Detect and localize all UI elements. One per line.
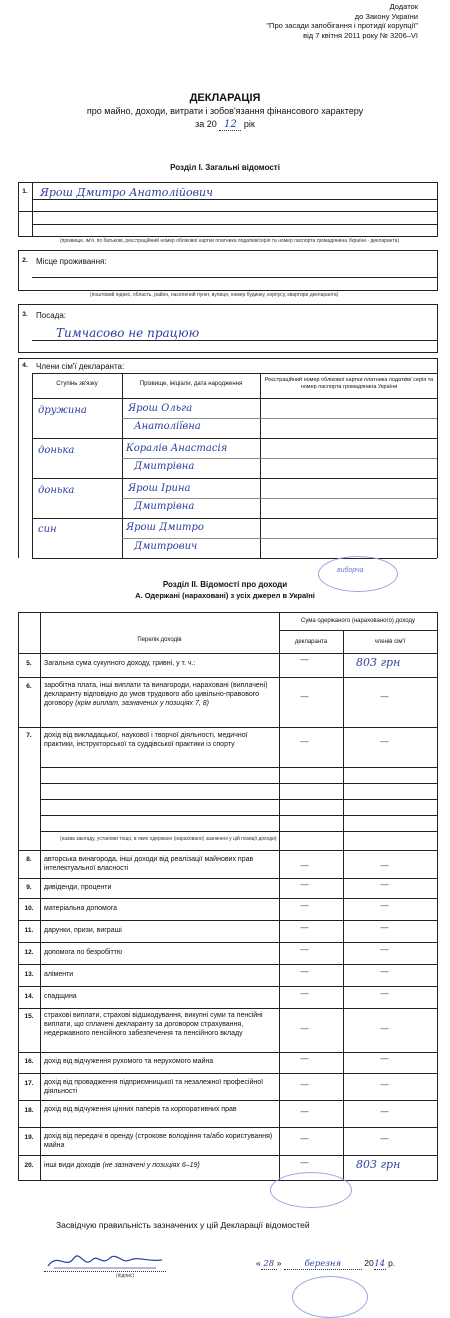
row-text: страхові виплати, страхові відшкодування, викупні суми та пенсійні виплати, що сплачені декларанту за договором страхування, недержавного пенсійного забезпечення та пенсійного вкладу xyxy=(44,1012,263,1037)
family-relation: син xyxy=(38,524,57,535)
header-sum: Сума одержаного (нарахованого) доходу xyxy=(300,618,415,624)
family-name-line1: Коралів Анастасія xyxy=(126,443,228,454)
date-year-prefix: 20 xyxy=(364,1258,374,1268)
row-number: 17. xyxy=(24,1080,34,1087)
section1-title: Розділ І. Загальні відомості xyxy=(170,163,280,172)
family-relation: дружина xyxy=(38,405,87,416)
residence-caption: (поштовий індекс, область, район, населений пункт, вулиця, номер будинку, корпусу, квартири декларанта) xyxy=(90,292,339,298)
declarant-amount: — xyxy=(300,1158,309,1168)
row-text: дохід від провадження підприємницької та незалежної професійної діяльності xyxy=(44,1079,264,1095)
declarant-amount: — xyxy=(300,861,309,871)
item-number: 1. xyxy=(22,188,28,195)
certify-text: Засвідчую правильність зазначених у цій Декларації відомостей xyxy=(56,1220,310,1230)
row-text: дарунки, призи, виграші xyxy=(44,927,122,934)
row-text-italic: (крім виплат, зазначених у позиціях 7, 8) xyxy=(75,700,209,707)
row-number: 9. xyxy=(26,884,32,891)
item-number: 3. xyxy=(22,311,28,318)
family-relation: донька xyxy=(38,485,75,496)
declarant-amount: — xyxy=(300,901,309,911)
row-text: Загальна сума сукупного доходу, гривні, у т. ч.: xyxy=(44,660,196,667)
position-value: Тимчасово не працюю xyxy=(56,326,200,340)
row-text-italic: (не зазначені у позиціях 6–19) xyxy=(102,1162,200,1169)
section2-subtitle: А. Одержані (нараховані) з усіх джерел в Україні xyxy=(135,591,315,600)
row7-caption: (назва закладу, установи тощо, в яких одержано (нараховано) зазначені у цій позиції доходи) xyxy=(60,836,277,842)
row-text: дивіденди, проценти xyxy=(44,884,112,891)
row-text: дохід від передачі в оренду (строкове володіння та/або користування) майна xyxy=(44,1133,273,1149)
family-amount: — xyxy=(380,1134,389,1144)
declarant-amount: — xyxy=(300,945,309,955)
declarant-amount: — xyxy=(300,923,309,933)
date-year: 14 xyxy=(374,1259,386,1269)
signature-caption: (підпис) xyxy=(116,1273,135,1279)
row-number: 18. xyxy=(24,1107,34,1114)
row-number: 19. xyxy=(24,1134,34,1141)
family-name-line2: Дмитрович xyxy=(134,541,198,552)
row-text: дохід від викладацької, наукової і творчої діяльності, медичної практики, інструкторської та суддівської практики із спорту xyxy=(44,732,248,748)
family-relation: донька xyxy=(38,445,75,456)
family-amount: — xyxy=(380,1080,389,1090)
family-amount: 803 грн xyxy=(356,1158,401,1171)
declaration-title: ДЕКЛАРАЦІЯ xyxy=(189,92,261,104)
row-number: 12. xyxy=(24,949,34,956)
family-amount: — xyxy=(380,923,389,933)
header-income: Перелік доходів xyxy=(137,637,182,643)
family-name-line1: Ярош Ольга xyxy=(128,403,193,414)
declarant-amount: — xyxy=(300,880,309,890)
declarant-amount: — xyxy=(300,1080,309,1090)
row-number: 16. xyxy=(24,1058,34,1065)
row-text: авторська винагорода, інші доходи від реалізації майнових прав інтелектуальної власності xyxy=(44,856,254,872)
family-header-id: Реєстраційний номер облікової картки платника податків/ серія та номер паспорта громадянина України xyxy=(264,377,434,390)
declarant-amount: — xyxy=(300,989,309,999)
year-value: 12 xyxy=(219,119,241,131)
date-open-quote: « xyxy=(256,1258,261,1268)
family-amount: — xyxy=(380,1024,389,1034)
family-name-line1: Ярош Дмитро xyxy=(126,522,204,533)
row-text xyxy=(44,1162,276,1170)
date-day: 28 xyxy=(261,1259,277,1270)
row-number: 11. xyxy=(24,927,34,934)
law-ref-line1: Додаток xyxy=(389,2,418,11)
row-text xyxy=(44,681,276,708)
family-amount: — xyxy=(380,945,389,955)
declarant-amount: — xyxy=(300,655,309,665)
row-number: 7. xyxy=(26,732,32,739)
declarant-amount: — xyxy=(300,1054,309,1064)
signature-date xyxy=(256,1258,395,1270)
family-name-line1: Ярош Ірина xyxy=(128,483,191,494)
header-declarant: декларанта xyxy=(294,639,328,645)
seal-stamp xyxy=(270,1172,352,1208)
year-prefix: за 20 xyxy=(195,119,217,129)
header-family: членів сім'ї xyxy=(374,639,406,645)
name-caption: (прізвище, ім'я, по батькові, реєстраційний номер облікової картки платника податків/серія та номер паспорта громадянина України - декларанта) xyxy=(60,238,400,244)
declarant-amount: — xyxy=(300,1107,309,1117)
declarant-amount: — xyxy=(300,737,309,747)
row-number: 20. xyxy=(24,1162,34,1169)
family-amount: 803 грн xyxy=(356,656,401,669)
date-month: березня xyxy=(284,1259,362,1270)
family-amount: — xyxy=(380,1054,389,1064)
declarant-amount: — xyxy=(300,967,309,977)
family-amount: — xyxy=(380,692,389,702)
row-number: 5. xyxy=(26,660,32,667)
declarant-name: Ярош Дмитро Анатолійович xyxy=(40,186,213,199)
year-suffix: рік xyxy=(243,119,255,129)
family-amount: — xyxy=(380,737,389,747)
law-ref-line4: від 7 квітня 2011 року № 3206–VI xyxy=(303,30,418,40)
row-text: дохід від відчуження рухомого та нерухомого майна xyxy=(44,1058,214,1065)
item-number: 4. xyxy=(22,362,28,369)
declarant-amount: — xyxy=(300,1134,309,1144)
row-text: спадщина xyxy=(44,993,77,1000)
row-number: 13. xyxy=(24,971,34,978)
law-reference xyxy=(266,2,418,40)
section2-title: Розділ ІІ. Відомості про доходи xyxy=(162,580,288,589)
family-label: Члени сім'ї декларанта: xyxy=(36,362,125,371)
law-ref-line2: до Закону України xyxy=(354,11,418,21)
position-label: Посада: xyxy=(36,311,66,320)
seal-text: виборча xyxy=(337,567,364,574)
family-name-line2: Дмитрівна xyxy=(134,461,195,472)
family-header-name: Прізвище, ініціали, дата народження xyxy=(139,381,243,387)
row-number: 10. xyxy=(24,905,34,912)
row-text: аліменти xyxy=(44,971,74,978)
row-text: дохід від відчуження цінних паперів та корпоративних прав xyxy=(44,1106,237,1113)
row-number: 6. xyxy=(26,683,32,690)
date-year-suffix: р. xyxy=(388,1258,396,1268)
residence-label: Місце проживання: xyxy=(36,257,107,266)
family-amount: — xyxy=(380,989,389,999)
declaration-year xyxy=(0,119,450,131)
row-number: 15. xyxy=(24,1013,34,1020)
declarant-amount: — xyxy=(300,1024,309,1034)
family-name-line2: Анатоліївна xyxy=(134,421,201,432)
row-number: 8. xyxy=(26,856,32,863)
declaration-subtitle: про майно, доходи, витрати і зобов'язання фінансового характеру xyxy=(86,106,364,116)
row-text: допомога по безробіттю xyxy=(44,949,123,956)
family-name-line2: Дмитрівна xyxy=(134,501,195,512)
family-amount: — xyxy=(380,1107,389,1117)
declarant-amount: — xyxy=(300,692,309,702)
item-number: 2. xyxy=(22,257,28,264)
family-header-relation: Ступінь зв'язку xyxy=(56,381,98,387)
family-amount: — xyxy=(380,861,389,871)
family-amount: — xyxy=(380,901,389,911)
family-amount: — xyxy=(380,880,389,890)
row-number: 14. xyxy=(24,993,34,1000)
date-close-quote: » xyxy=(276,1258,282,1268)
row-text: матеріальна допомога xyxy=(44,905,118,912)
row-text-main: заробітна плата, інші виплати та винагороди, нараховані (виплачені) декларанту відповідно до умов трудового або цивільно-правового договору xyxy=(44,682,268,707)
row-text-main: інші види доходів xyxy=(44,1162,101,1169)
family-amount: — xyxy=(380,967,389,977)
seal-stamp xyxy=(292,1276,368,1318)
law-ref-line3: "Про засади запобігання і протидії корупції" xyxy=(266,21,418,30)
